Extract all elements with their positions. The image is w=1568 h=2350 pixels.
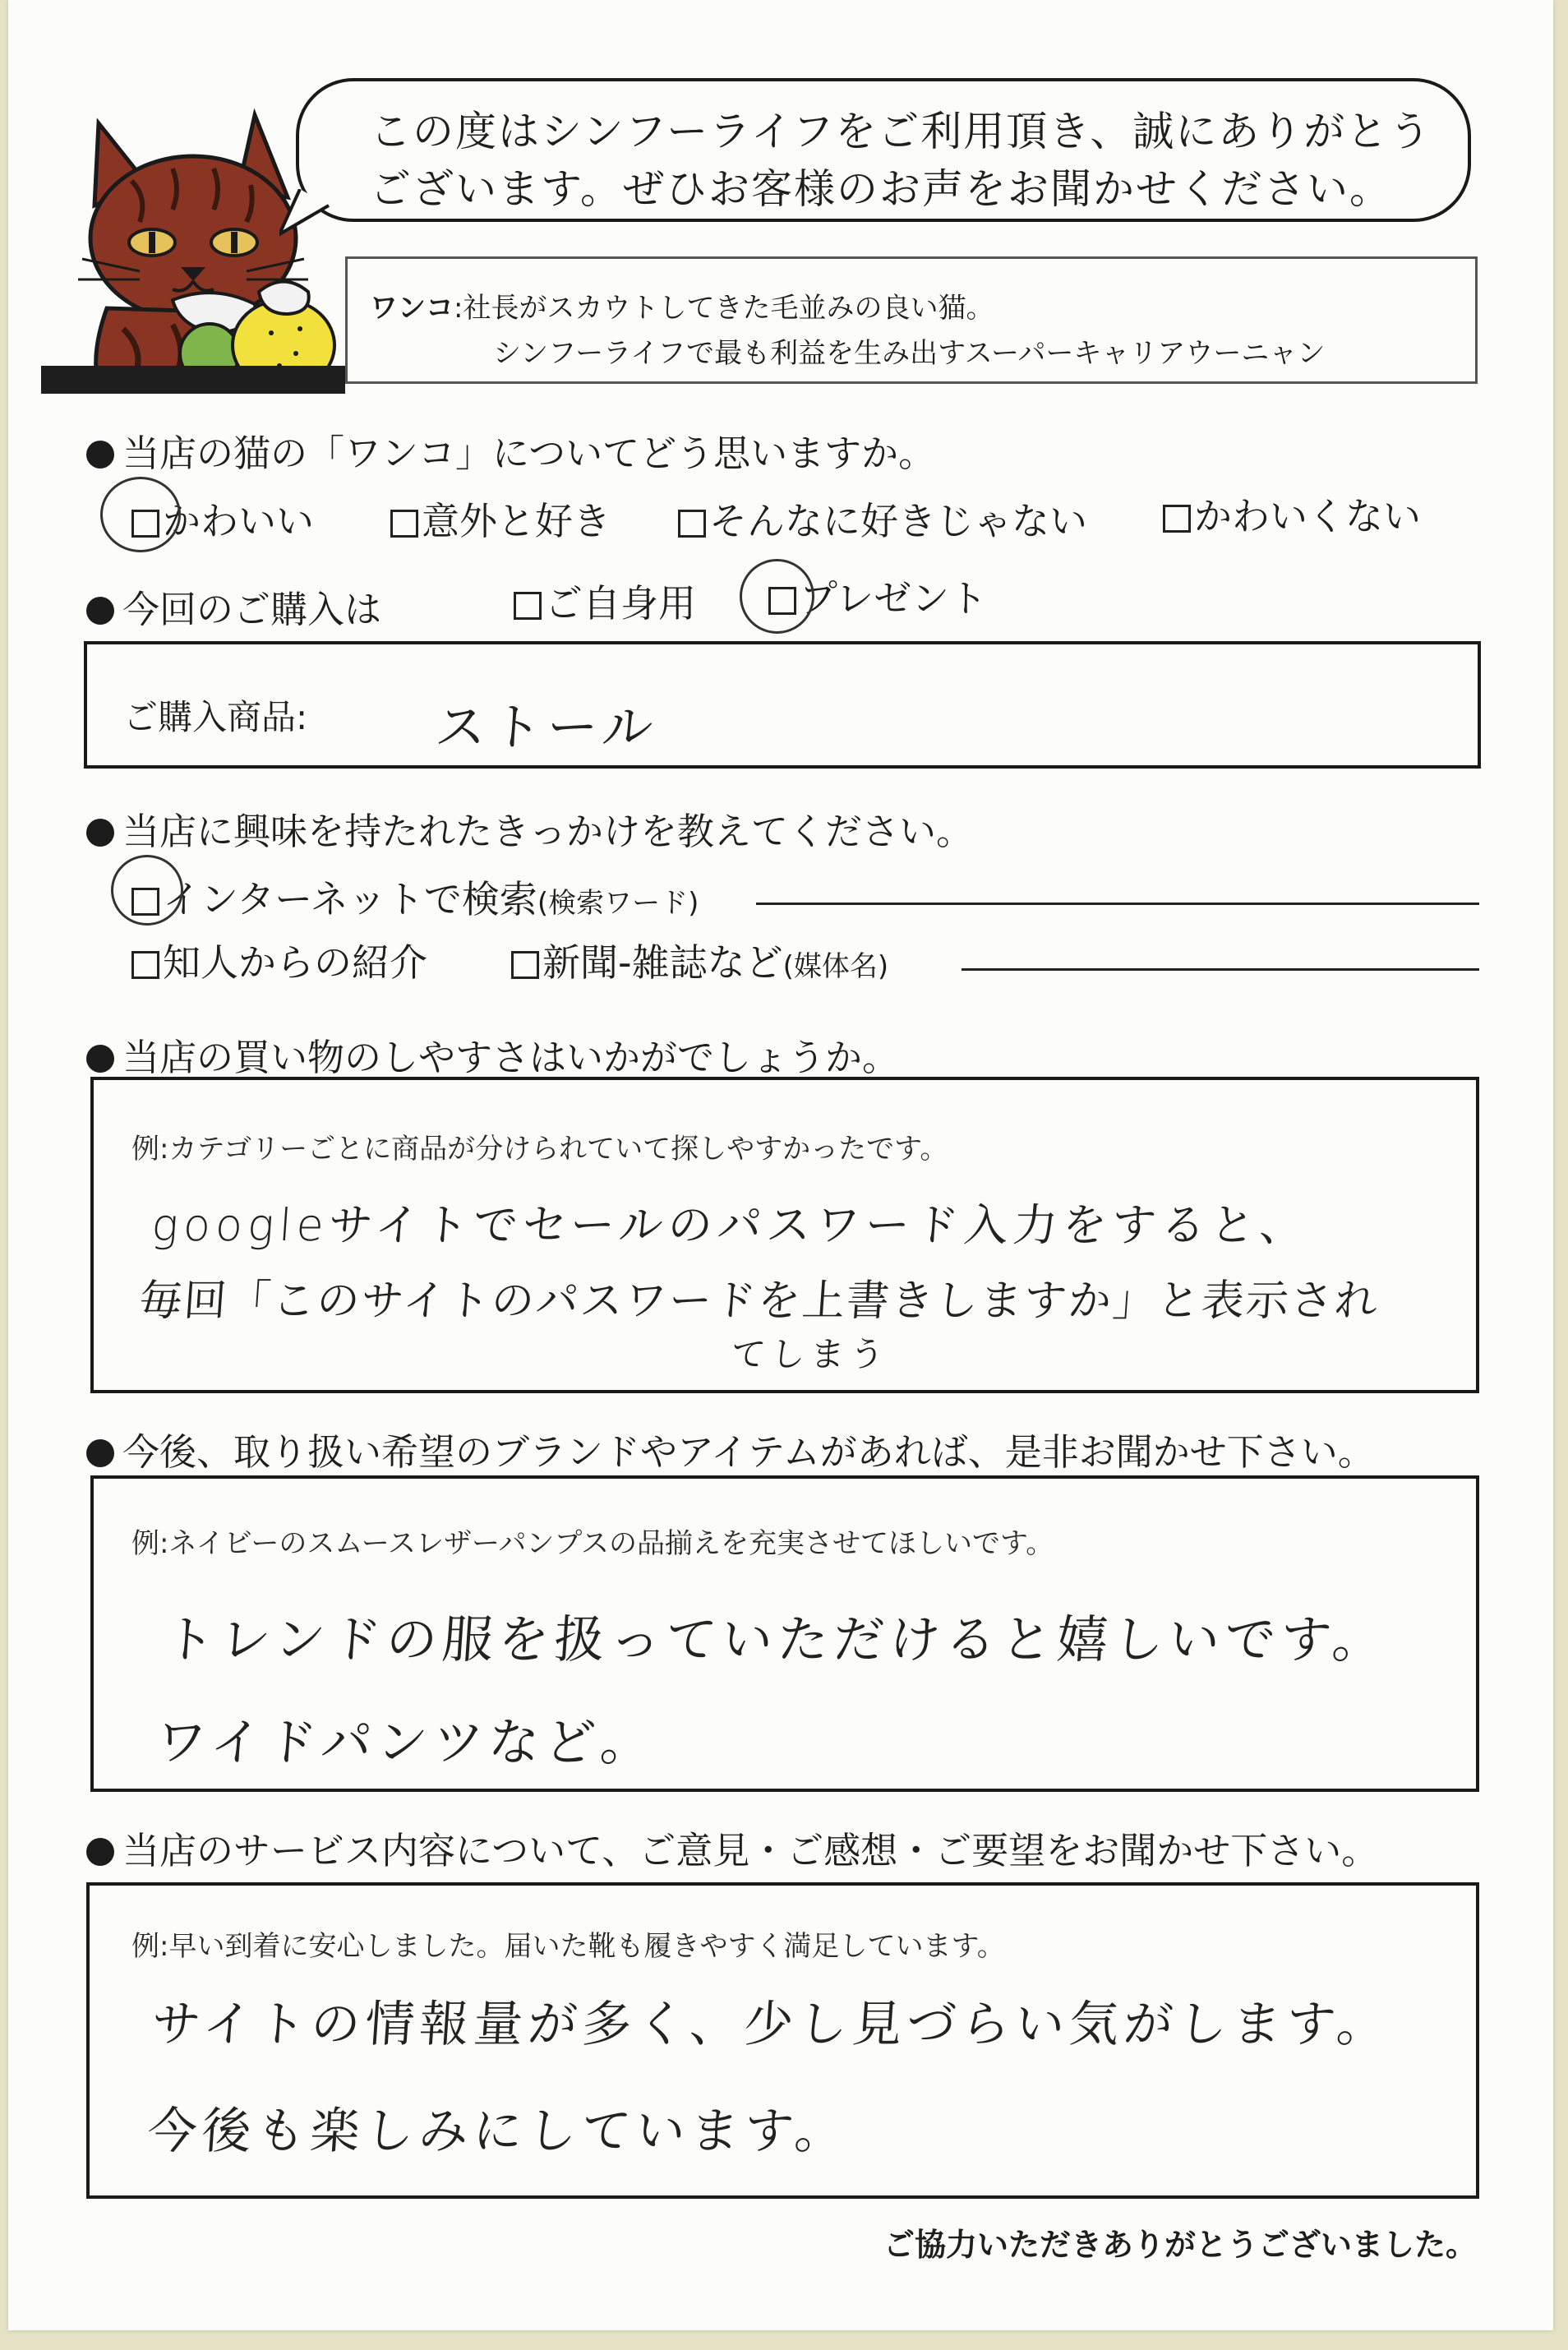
q1-option-1[interactable]: かわいい <box>131 492 314 546</box>
q4-example: 例:カテゴリーごとに商品が分けられていて探しやすかったです。 <box>131 1133 948 1166</box>
q6-question: 当店のサービス内容について、ご意見・ご感想・ご要望をお聞かせ下さい。 <box>86 1821 1378 1874</box>
greeting-line-2: ございます。ぜひお客様のお声をお聞かせください。 <box>370 165 1392 213</box>
circle-mark-icon <box>100 477 181 552</box>
q1-option-4[interactable]: かわいくない <box>1163 487 1421 541</box>
q2-question: 今回のご購入は <box>86 579 381 633</box>
q2-option-2[interactable]: プレゼント <box>768 569 987 623</box>
mascot-name-label: ワンコ <box>370 292 454 325</box>
product-answer[interactable]: ストール <box>433 697 660 757</box>
q2-option-1[interactable]: ご自身用 <box>514 574 696 628</box>
media-name-line <box>962 968 1479 971</box>
q4-answer-line-1[interactable]: googleサイトでセールのパスワード入力をすると、 <box>150 1199 1312 1251</box>
q6-answer-line-2[interactable]: 今後も楽しみにしています。 <box>145 2103 851 2160</box>
mascot-description <box>370 285 994 325</box>
search-word-line <box>756 903 1479 905</box>
q4-question: 当店の買い物のしやすさはいかがでしょうか。 <box>86 1027 899 1081</box>
greeting-line-1: この度はシンフーライフをご利用頂き、誠にありがとう <box>370 108 1432 155</box>
q5-answer-line-1[interactable]: トレンドの服を扱っていただけると嬉しいです。 <box>162 1609 1390 1669</box>
footer-thanks: ご協力いただきありがとうございました。 <box>883 2227 1478 2263</box>
q5-question: 今後、取り扱い希望のブランドやアイテムがあれば、是非お聞かせ下さい。 <box>86 1422 1375 1475</box>
bullet-icon <box>86 1838 114 1866</box>
checkbox-icon[interactable] <box>678 510 706 538</box>
q3-option-search[interactable]: インターネットで検索(検索ワード) <box>131 870 699 924</box>
q1-option-2[interactable]: 意外と好き <box>390 492 611 546</box>
q1-option-3[interactable]: そんなに好きじゃない <box>678 492 1087 546</box>
circle-mark-icon <box>111 855 183 926</box>
mascot-line-2: シンフーライフで最も利益を生み出すスーパーキャリアウーニャン <box>493 337 1326 370</box>
q6-answer-line-1[interactable]: サイトの情報量が多く、少し見づらい気がします。 <box>150 1996 1393 2053</box>
q3-option-media[interactable]: 新聞-雑誌など(媒体名) <box>511 933 888 987</box>
bullet-icon <box>86 1439 114 1467</box>
q4-answer-line-2[interactable]: 毎回「このサイトのパスワードを上書きしますか」と表示され <box>137 1277 1381 1326</box>
q4-answer-line-3[interactable]: てしまう <box>730 1334 891 1374</box>
q3-question: 当店に興味を持たれたきっかけを教えてください。 <box>86 801 973 855</box>
checkbox-icon[interactable] <box>514 592 542 620</box>
bullet-icon <box>86 441 114 469</box>
bubble-tail <box>279 189 337 238</box>
circle-mark-icon <box>740 559 814 634</box>
q1-question: 当店の猫の「ワンコ」についてどう思いますか。 <box>86 423 935 477</box>
mascot-base-bar <box>41 366 345 394</box>
q3-option-referral[interactable]: 知人からの紹介 <box>131 933 427 987</box>
questionnaire-card <box>8 0 1553 2330</box>
checkbox-icon[interactable] <box>1163 505 1191 533</box>
q5-answer-line-2[interactable]: ワイドパンツなど。 <box>154 1712 659 1772</box>
bullet-icon <box>86 1045 114 1073</box>
q5-example: 例:ネイビーのスムースレザーパンプスの品揃えを充実させてほしいです。 <box>131 1527 1054 1560</box>
checkbox-icon[interactable] <box>131 951 159 979</box>
product-label: ご購入商品: <box>123 697 308 737</box>
checkbox-icon[interactable] <box>511 951 539 979</box>
q6-example: 例:早い到着に安心しました。届いた靴も履きやすく満足しています。 <box>131 1930 1005 1963</box>
checkbox-icon[interactable] <box>390 510 418 538</box>
bullet-icon <box>86 819 114 847</box>
bullet-icon <box>86 597 114 625</box>
mascot-line-1: :社長がスカウトしてきた毛並みの良い猫。 <box>454 292 994 325</box>
